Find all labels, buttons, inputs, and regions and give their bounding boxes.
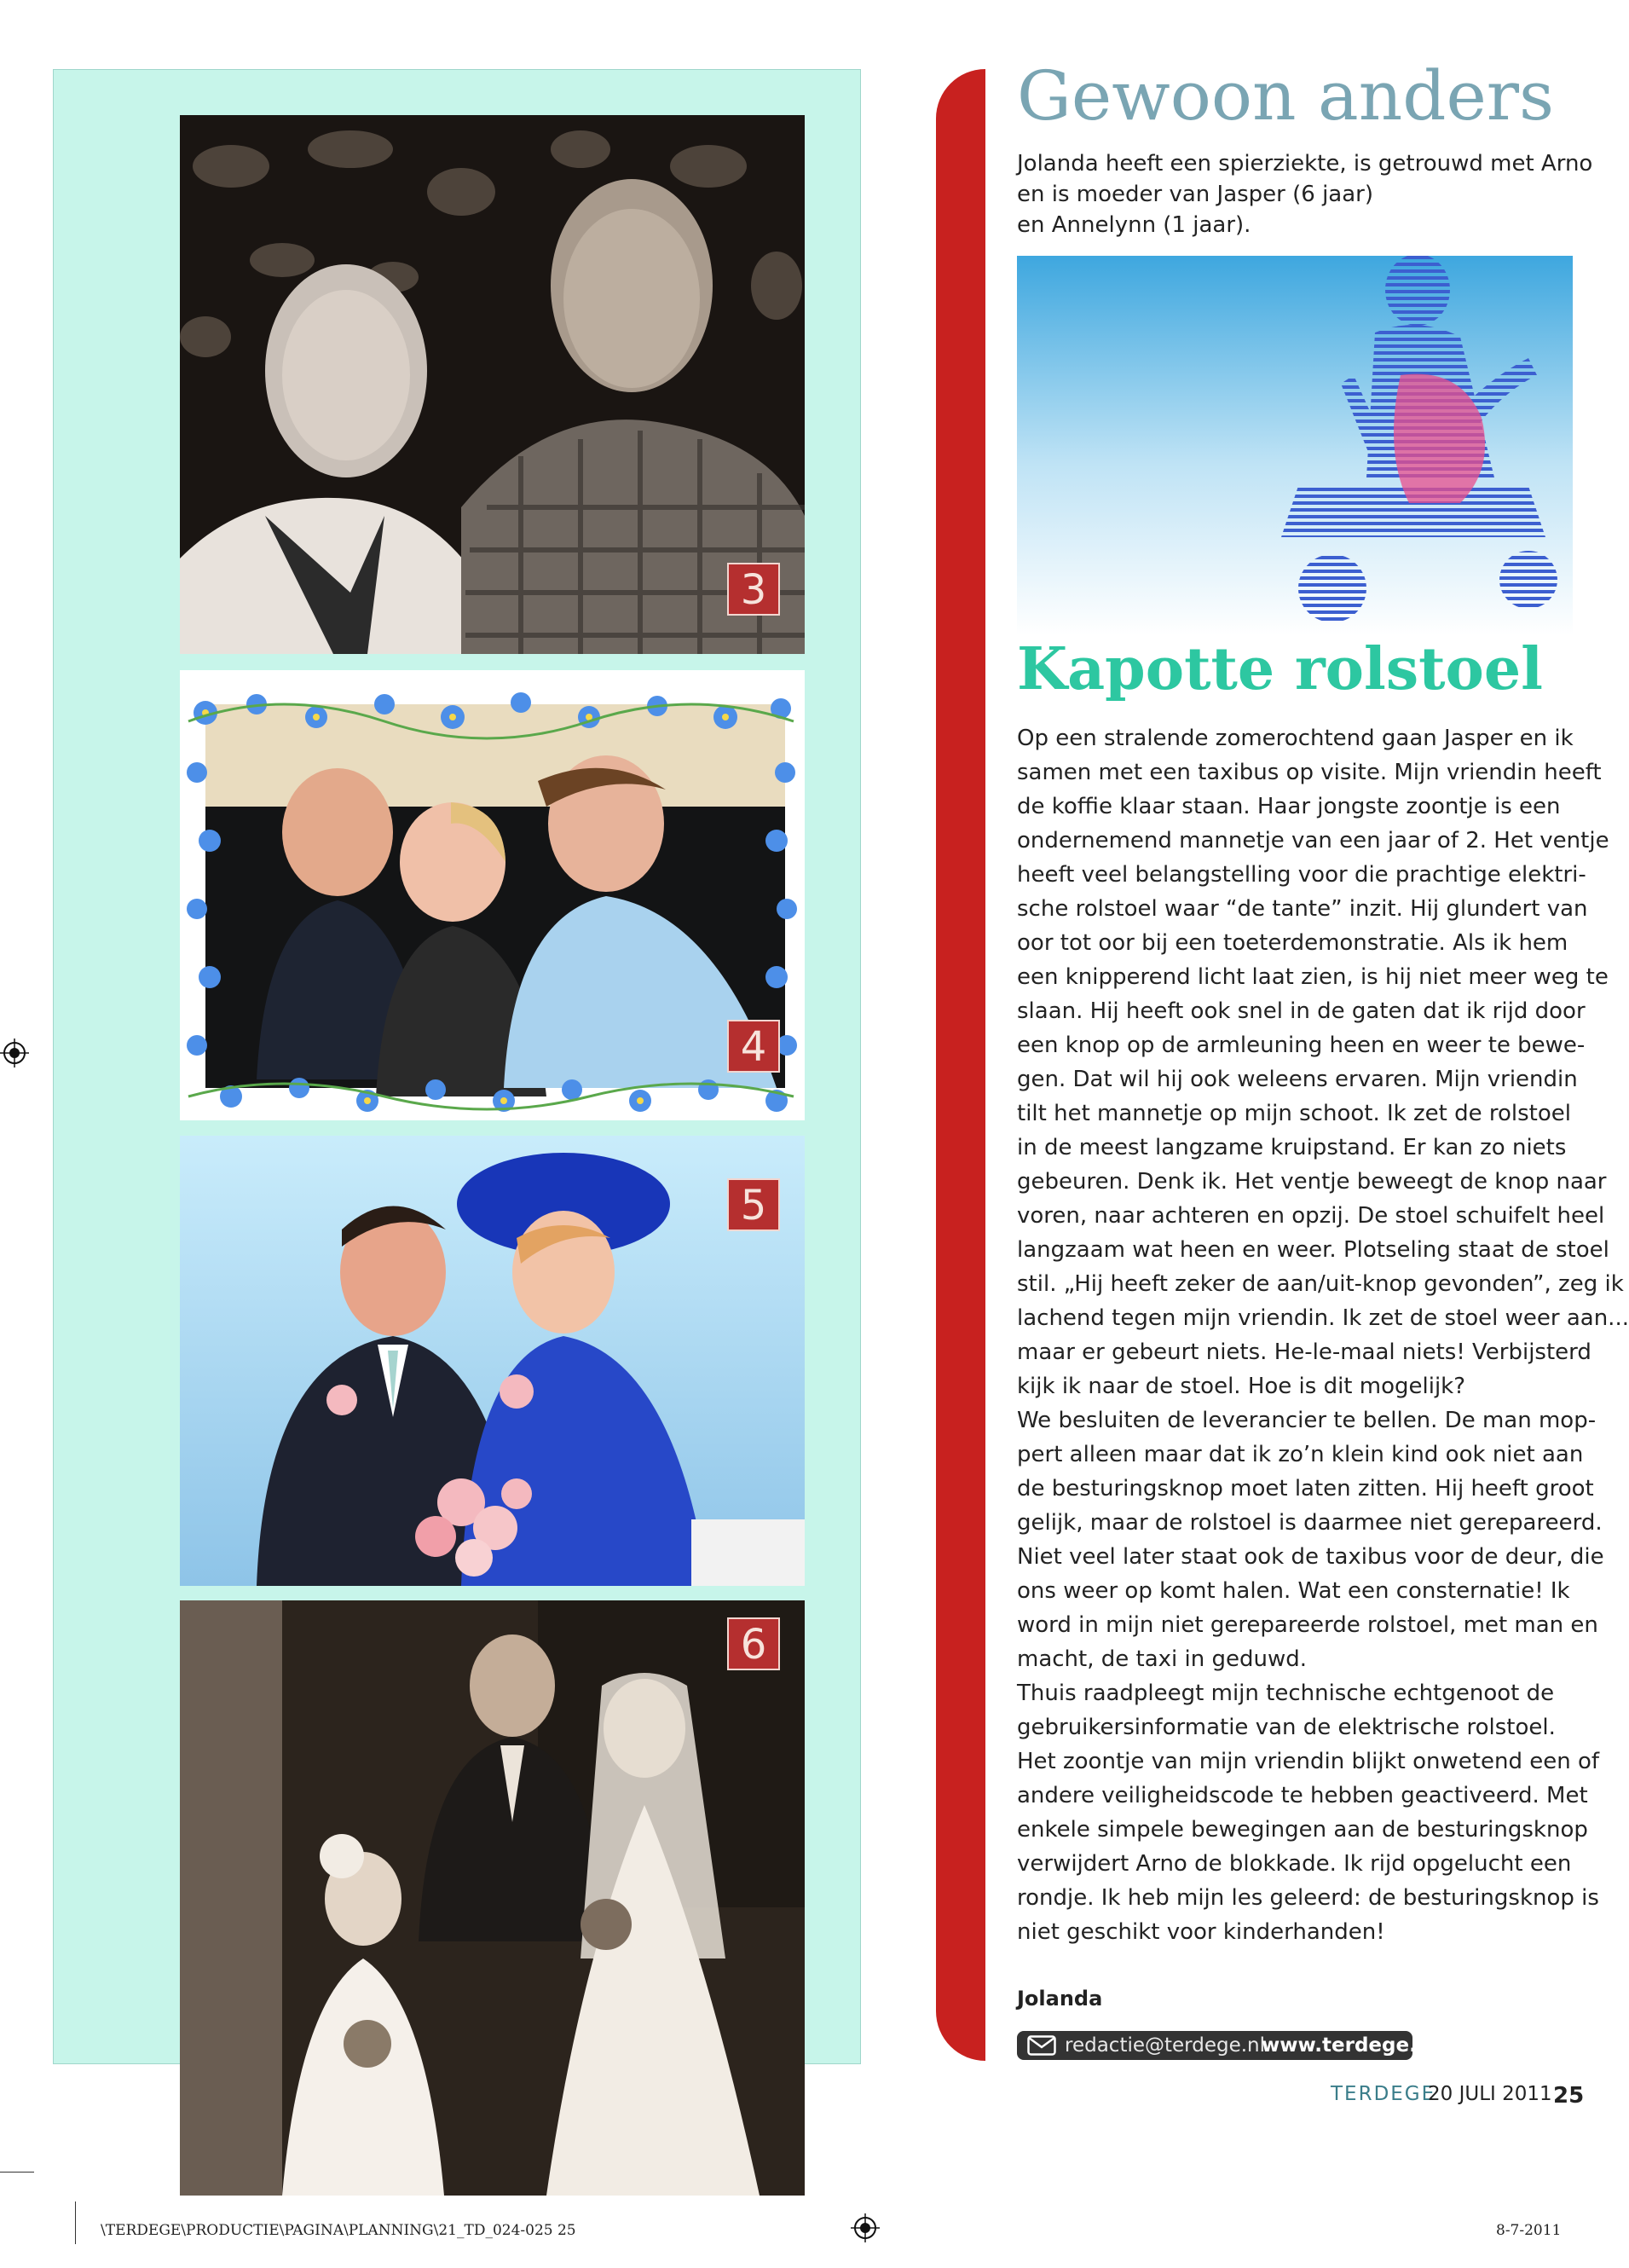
- article-line: gelijk, maar de rolstoel is daarmee niet gerepareerd.: [1017, 1510, 1603, 1536]
- author-intro: [1017, 148, 1593, 240]
- article-line: voren, naar achteren en opzij. De stoel schuifelt heel: [1017, 1203, 1605, 1229]
- article-line: een knop op de armleuning heen en weer te bewe-: [1017, 1033, 1586, 1058]
- article-line: enkele simpele bewegingen aan de besturingsknop: [1017, 1817, 1588, 1843]
- article-line: word in mijn niet gerepareerde rolstoel, met man en: [1017, 1612, 1598, 1638]
- article-line: in de meest langzame kruipstand. Er kan zo niets: [1017, 1135, 1567, 1160]
- photo-number-badge: 3: [727, 563, 780, 616]
- article-title: Kapotte rolstoel: [1017, 635, 1543, 703]
- article-line: Op een stralende zomerochtend gaan Jasper en ik: [1017, 726, 1574, 751]
- article-line: Niet veel later staat ook de taxibus voor de deur, die: [1017, 1544, 1604, 1570]
- footer-date: 20 JULI 2011: [1428, 2083, 1552, 2105]
- contact-bar: [1017, 2031, 1438, 2060]
- photo-number-badge: 6: [727, 1617, 780, 1670]
- article-line: maar er gebeurt niets. He-le-maal niets! Verbijsterd: [1017, 1339, 1591, 1365]
- slug-date: 8-7-2011: [1496, 2222, 1562, 2239]
- article-line: ondernemend mannetje van een jaar of 2. Het ventje: [1017, 828, 1609, 853]
- article-line: een knipperend licht laat zien, is hij niet meer weg te: [1017, 964, 1609, 990]
- photo-children: [180, 670, 805, 1120]
- article-line: gebeuren. Denk ik. Het ventje beweegt de knop naar: [1017, 1169, 1607, 1195]
- article-line: niet geschikt voor kinderhanden!: [1017, 1919, 1385, 1945]
- article-line: rondje. Ik heb mijn les geleerd: de besturingsknop is: [1017, 1885, 1599, 1911]
- author-signature: Jolanda: [1017, 1987, 1103, 2011]
- photo-elderly-couple: [180, 115, 805, 654]
- article-line: slaan. Hij heeft ook snel in de gaten dat ik rijd door: [1017, 998, 1586, 1024]
- photo-wedding-couple-color: [180, 1136, 805, 1586]
- article-line: Het zoontje van mijn vriendin blijkt onwetend een of: [1017, 1749, 1600, 1774]
- photo-number-badge: 5: [727, 1178, 780, 1231]
- intro-line: en Annelynn (1 jaar).: [1017, 212, 1251, 238]
- crop-mark: [75, 2201, 76, 2244]
- article-line: macht, de taxi in geduwd.: [1017, 1646, 1308, 1672]
- article-line: langzaam wat heen en weer. Plotseling staat de stoel: [1017, 1237, 1609, 1263]
- registration-mark-icon: [0, 1039, 29, 1067]
- page-number: 25: [1553, 2083, 1585, 2109]
- email-link[interactable]: redactie@terdege.nl: [1065, 2034, 1265, 2057]
- article-line: de besturingsknop moet laten zitten. Hij heeft groot: [1017, 1476, 1594, 1501]
- article-line: gebruikersinformatie van de elektrische rolstoel.: [1017, 1715, 1556, 1740]
- wheelchair-illustration: [1017, 256, 1573, 635]
- article-line: gen. Dat wil hij ook weleens ervaren. Mijn vriendin: [1017, 1067, 1578, 1092]
- intro-line: Jolanda heeft een spierziekte, is getrouwd met Arno: [1017, 151, 1593, 176]
- article-line: tilt het mannetje op mijn schoot. Ik zet de rolstoel: [1017, 1101, 1571, 1126]
- article-line: stil. „Hij heeft zeker de aan/uit-knop gevonden”, zeg ik: [1017, 1271, 1624, 1297]
- article-line: sche rolstoel waar “de tante” inzit. Hij glundert van: [1017, 896, 1588, 922]
- photo-number-badge: 4: [727, 1020, 780, 1073]
- intro-line: en is moeder van Jasper (6 jaar): [1017, 182, 1373, 207]
- envelope-icon: [1027, 2035, 1056, 2064]
- article-line: samen met een taxibus op visite. Mijn vriendin heeft: [1017, 760, 1602, 785]
- decorative-red-bar: [936, 69, 985, 2061]
- article-body: [1017, 721, 1629, 1949]
- column-title: Gewoon anders: [1017, 56, 1555, 136]
- crop-mark: [0, 2172, 34, 2173]
- article-line: pert alleen maar dat ik zo’n klein kind ook niet aan: [1017, 1442, 1584, 1467]
- article-line: lachend tegen mijn vriendin. Ik zet de stoel weer aan...: [1017, 1305, 1629, 1331]
- photo-wedding-couple-bridesmaid: [180, 1600, 805, 2196]
- website-link[interactable]: www.terdege.nl: [1262, 2034, 1438, 2057]
- article-line: heeft veel belangstelling voor die prachtige elektri-: [1017, 862, 1586, 888]
- article-line: Thuis raadpleegt mijn technische echtgenoot de: [1017, 1681, 1555, 1706]
- footer-magazine: TERDEGE: [1331, 2083, 1436, 2105]
- article-line: andere veiligheidscode te hebben geactiveerd. Met: [1017, 1783, 1588, 1808]
- article-line: de koffie klaar staan. Haar jongste zoontje is een: [1017, 794, 1561, 819]
- slug-path: \TERDEGE\PRODUCTIE\PAGINA\PLANNING\21_TD_024-025 25: [101, 2222, 576, 2239]
- article-line: verwijdert Arno de blokkade. Ik rijd opgelucht een: [1017, 1851, 1572, 1877]
- article-line: kijk ik naar de stoel. Hoe is dit mogelijk?: [1017, 1374, 1466, 1399]
- registration-mark-icon: [851, 2213, 880, 2242]
- article-line: ons weer op komt halen. Wat een consternatie! Ik: [1017, 1578, 1570, 1604]
- article-line: oor tot oor bij een toeterdemonstratie. Als ik hem: [1017, 930, 1568, 956]
- article-line: We besluiten de leverancier te bellen. De man mop-: [1017, 1408, 1597, 1433]
